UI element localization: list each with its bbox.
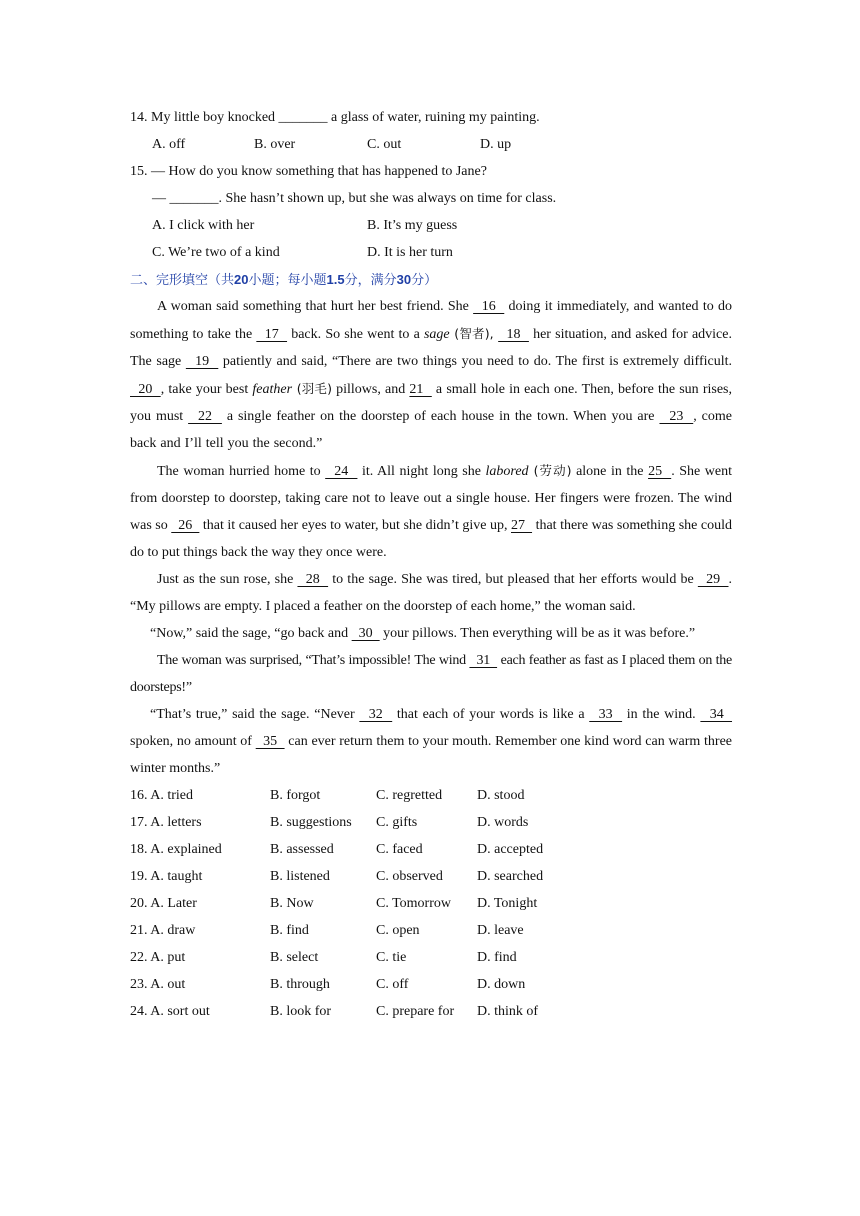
- question-14-stem: 14. My little boy knocked _______ a glass of water, ruining my painting.: [130, 110, 540, 125]
- blank-28: 28: [297, 572, 329, 587]
- choice-c: C. open: [376, 923, 420, 938]
- option-b: B. over: [254, 137, 296, 152]
- answer-row-22: [130, 944, 732, 971]
- choice-a: 16. A. tried: [130, 788, 193, 803]
- choice-d: D. think of: [477, 1004, 539, 1019]
- section-heading: 二、完形填空（共20小题；每小题1.5分，满分30分）: [130, 272, 438, 288]
- choice-d: D. searched: [477, 869, 544, 884]
- answer-options-grid: [130, 782, 732, 1025]
- choice-c: C. prepare for: [376, 1004, 455, 1019]
- choice-c: C. gifts: [376, 815, 418, 830]
- choice-b: B. Now: [270, 896, 314, 911]
- answer-row-24: [130, 998, 732, 1025]
- choice-b: B. through: [270, 977, 330, 992]
- blank-17: 17: [256, 327, 288, 342]
- passage-paragraph-6: “That’s true,” said the sage. “Never 32 that each of your words is like a 33 in the wind. 34 spoken, no amount of 35 can ever return them to your mouth. Remember one kind word can warm three winter months.”: [130, 707, 733, 776]
- question-14-options: [130, 131, 732, 158]
- choice-b: B. select: [270, 950, 319, 965]
- question-15-options-row2: [130, 239, 732, 266]
- choice-c: C. off: [376, 977, 409, 992]
- blank-22: 22: [188, 409, 222, 424]
- choice-b: B. look for: [270, 1004, 332, 1019]
- choice-d: D. find: [477, 950, 517, 965]
- blank-18: 18: [498, 327, 529, 342]
- passage-paragraph-3: Just as the sun rose, she 28 to the sage. She was tired, but pleased that her efforts would be 29 . “My pillows are empty. I placed a feather on the doorstep of each home,” the woman said.: [130, 572, 732, 614]
- choice-c: C. observed: [376, 869, 443, 884]
- choice-d: D. down: [477, 977, 526, 992]
- option-d: D. It is her turn: [367, 245, 453, 260]
- choice-d: D. stood: [477, 788, 525, 803]
- choice-b: B. find: [270, 923, 309, 938]
- question-15-reply: — _______. She hasn’t shown up, but she was always on time for class.: [152, 191, 557, 206]
- answer-row-19: [130, 863, 732, 890]
- choice-b: B. forgot: [270, 788, 321, 803]
- choice-a: 24. A. sort out: [130, 1004, 210, 1019]
- passage-paragraph-2: The woman hurried home to 24 it. All night long she labored (劳动) alone in the 25 . She went from doorstep to doorstep, taking care not to leave out a single house. Her fingers were frozen. The wind was so 26 that it caused her eyes to water, but she didn’t give up, 27 that there was something she could do to put things back the way they once were.: [130, 463, 733, 560]
- passage-paragraph-5: The woman was surprised, “That’s impossible! The wind 31 each feather as fast as I placed them on the doorsteps!”: [130, 653, 733, 695]
- option-a: A. off: [152, 137, 186, 152]
- answer-row-20: [130, 890, 732, 917]
- blank-20: 20: [130, 382, 161, 397]
- blank-24: 24: [325, 464, 358, 479]
- blank-27: 27: [511, 518, 533, 533]
- choice-d: D. Tonight: [477, 896, 538, 911]
- answer-row-17: [130, 809, 732, 836]
- choice-a: 20. A. Later: [130, 896, 197, 911]
- option-b: B. It’s my guess: [367, 218, 458, 233]
- answer-row-16: [130, 782, 732, 809]
- choice-a: 22. A. put: [130, 950, 186, 965]
- choice-c: C. faced: [376, 842, 423, 857]
- choice-c: C. Tomorrow: [376, 896, 451, 911]
- answer-row-18: [130, 836, 732, 863]
- choice-d: D. leave: [477, 923, 524, 938]
- choice-b: B. suggestions: [270, 815, 352, 830]
- blank-29: 29: [697, 572, 729, 587]
- passage-paragraph-4: “Now,” said the sage, “go back and 30 your pillows. Then everything will be as it was before.”: [150, 626, 696, 641]
- answer-row-21: [130, 917, 732, 944]
- choice-c: C. regretted: [376, 788, 443, 803]
- blank-31: 31: [469, 653, 498, 668]
- blank-21: 21: [409, 382, 432, 397]
- question-15-options-row1: [130, 212, 732, 239]
- choice-d: D. accepted: [477, 842, 544, 857]
- choice-a: 23. A. out: [130, 977, 186, 992]
- question-15-stem: 15. — How do you know something that has happened to Jane?: [130, 164, 487, 179]
- option-c: C. We’re two of a kind: [152, 245, 280, 260]
- choice-b: B. listened: [270, 869, 330, 884]
- choice-d: D. words: [477, 815, 529, 830]
- blank-34: 34: [700, 707, 733, 722]
- blank-30: 30: [351, 626, 380, 641]
- option-c: C. out: [367, 137, 402, 152]
- choice-a: 17. A. letters: [130, 815, 202, 830]
- option-d: D. up: [480, 137, 512, 152]
- blank-35: 35: [255, 734, 285, 749]
- blank-23: 23: [659, 409, 694, 424]
- blank-33: 33: [589, 707, 623, 722]
- blank-16: 16: [473, 299, 505, 314]
- blank-26: 26: [171, 518, 200, 533]
- choice-a: 21. A. draw: [130, 923, 196, 938]
- blank-25: 25: [648, 464, 672, 479]
- passage-paragraph-1: A woman said something that hurt her best friend. She 16 doing it immediately, and wanted to do something to take the 17 back. So she went to a sage (智者), 18 her situation, and asked for advice. The sage 19 patiently and said, “There are two things you need to do. The first is extremely difficult. 20 , take your best feather (羽毛) pillows, and 21 a small hole in each one. Then, before the sun rises, you must 22 a single feather on the doorstep of each house in the town. When you are 23 , come back and I’ll tell you the second.”: [130, 299, 733, 451]
- answer-row-23: [130, 971, 732, 998]
- choice-a: 19. A. taught: [130, 869, 203, 884]
- blank-19: 19: [185, 354, 219, 369]
- blank-32: 32: [359, 707, 393, 722]
- exam-page: [130, 104, 732, 1025]
- option-a: A. I click with her: [152, 218, 255, 233]
- choice-a: 18. A. explained: [130, 842, 222, 857]
- choice-b: B. assessed: [270, 842, 334, 857]
- choice-c: C. tie: [376, 950, 407, 965]
